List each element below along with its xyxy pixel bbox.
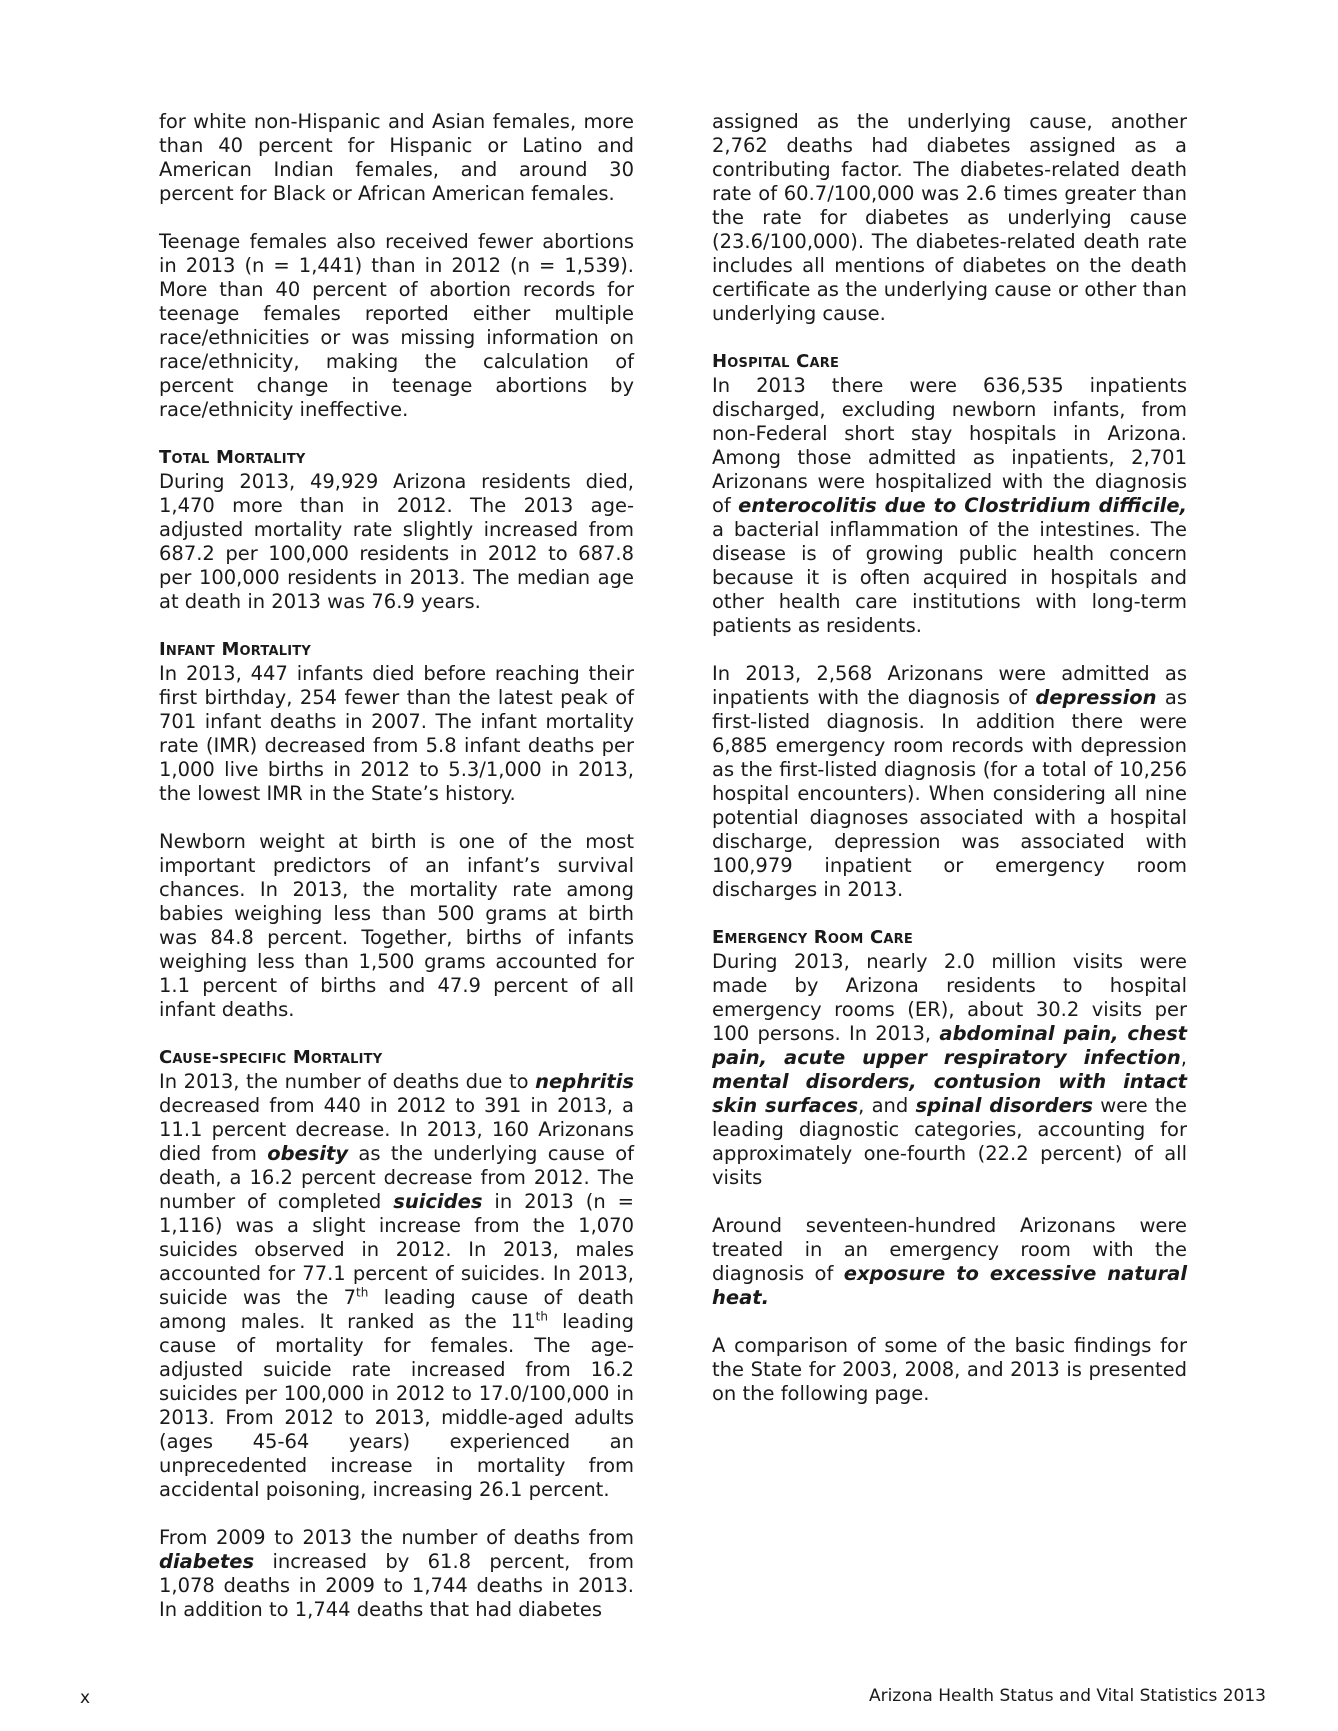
- paragraph-infant-mortality: In 2013, 447 infants died before reaching their first birthday, 254 fewer than the latest peak of 701 infant deaths in 2007. The infant mortality rate (IMR) decreased from 5.8 infant deaths per 1,000 live births in 2012 to 5.3/1,000 in 2013, the lowest IMR in the State’s history.: [159, 662, 634, 805]
- heading-infant-mortality: Infant Mortality: [159, 639, 311, 660]
- term-depression: depression: [1035, 686, 1157, 709]
- term-enterocolitis: enterocolitis due to Clostridium difficile,: [738, 494, 1187, 517]
- heading-emergency-room-care: Emergency Room Care: [712, 927, 913, 948]
- paragraph-comparison: A comparison of some of the basic findings for the State for 2003, 2008, and 2013 is presented on the following page.: [712, 1334, 1187, 1405]
- heading-cause-specific-mortality: Cause-specific Mortality: [159, 1047, 383, 1068]
- paragraph-hospital-care: In 2013 there were 636,535 inpatients discharged, excluding newborn infants, from non-Federal short stay hospitals in Arizona. Among those admitted as inpatients, 2,701 Arizonans were hospitalized with the diagnosis of enterocolitis due to Clostridium difficile, a bacterial inflammation of the intestines. The disease is of growing public health concern because it is often acquired in hospitals and other health care institutions with long-term patients as residents.: [712, 374, 1187, 637]
- paragraph-emergency-room: During 2013, nearly 2.0 million visits were made by Arizona residents to hospital emergency rooms (ER), about 30.2 visits per 100 persons. In 2013, abdominal pain, chest pain, acute upper respiratory infection, mental disorders, contusion with intact skin surfaces, and spinal disorders were the leading diagnostic categories, accounting for approximately one-fourth (22.2 percent) of all visits: [712, 950, 1187, 1189]
- paragraph-newborn-weight: Newborn weight at birth is one of the most important predictors of an infant’s survival chances. In 2013, the mortality rate among babies weighing less than 500 grams at birth was 84.8 percent. Together, births of infants weighing less than 1,500 grams accounted for 1.1 percent of births and 47.9 percent of all infant deaths.: [159, 830, 634, 1021]
- right-column: [712, 110, 1187, 1430]
- paragraph-abortion-females: for white non-Hispanic and Asian females, more than 40 percent for Hispanic or Latino and American Indian females, and around 30 percent for Black or African American females.: [159, 110, 634, 205]
- term-spinal-disorders: spinal disorders: [915, 1094, 1093, 1117]
- term-suicides: suicides: [393, 1190, 483, 1213]
- footer-title: Arizona Health Status and Vital Statistics 2013: [868, 1686, 1266, 1706]
- heading-total-mortality: Total Mortality: [159, 447, 306, 468]
- term-diabetes: diabetes: [159, 1550, 255, 1573]
- term-er-diagnoses-2: mental disorders, contusion with intact skin surfaces: [712, 1070, 1187, 1117]
- term-natural-heat: exposure to excessive natural heat.: [712, 1262, 1188, 1309]
- term-er-diagnoses-1: abdominal pain, chest pain, acute upper respiratory infection: [712, 1022, 1187, 1069]
- paragraph-diabetes: From 2009 to 2013 the number of deaths from diabetes increased by 61.8 percent, from 1,078 deaths in 2009 to 1,744 deaths in 2013. In addition to 1,744 deaths that had diabetes: [159, 1526, 634, 1621]
- term-obesity: obesity: [267, 1142, 349, 1165]
- heading-hospital-care: Hospital Care: [712, 351, 840, 372]
- paragraph-cause-specific: In 2013, the number of deaths due to nephritis decreased from 440 in 2012 to 391 in 2013, a 11.1 percent decrease. In 2013, 160 Arizonans died from obesity as the underlying cause of death, a 16.2 percent decrease from 2012. The number of completed suicides in 2013 (n = 1,116) was a slight increase from the 1,070 suicides observed in 2012. In 2013, males accounted for 77.1 percent of suicides. In 2013, suicide was the 7th leading cause of death among males. It ranked as the 11th leading cause of mortality for females. The age-adjusted suicide rate increased from 16.2 suicides per 100,000 in 2012 to 17.0/100,000 in 2013. From 2012 to 2013, middle-aged adults (ages 45-64 years) experienced an unprecedented increase in mortality from accidental poisoning, increasing 26.1 percent.: [159, 1070, 634, 1501]
- paragraph-depression: In 2013, 2,568 Arizonans were admitted as inpatients with the diagnosis of depression as first-listed diagnosis. In addition there were 6,885 emergency room records with depression as the first-listed diagnosis (for a total of 10,256 hospital encounters). When considering all nine potential diagnoses associated with a hospital discharge, depression was associated with 100,979 inpatient or emergency room discharges in 2013.: [712, 662, 1188, 901]
- page-number: x: [80, 1688, 91, 1708]
- paragraph-diabetes-continued: assigned as the underlying cause, another 2,762 deaths had diabetes assigned as a contributing factor. The diabetes-related death rate of 60.7/100,000 was 2.6 times greater than the rate for diabetes as underlying cause (23.6/100,000). The diabetes-related death rate includes all mentions of diabetes on the death certificate as the underlying cause or other than underlying cause.: [712, 110, 1187, 325]
- term-nephritis: nephritis: [535, 1070, 634, 1093]
- paragraph-total-mortality: During 2013, 49,929 Arizona residents died, 1,470 more than in 2012. The 2013 age-adjusted mortality rate slightly increased from 687.2 per 100,000 residents in 2012 to 687.8 per 100,000 residents in 2013. The median age at death in 2013 was 76.9 years.: [159, 470, 634, 613]
- paragraph-teenage-abortions: Teenage females also received fewer abortions in 2013 (n = 1,441) than in 2012 (n = 1,539). More than 40 percent of abortion records for teenage females reported either multiple race/ethnicities or was missing information on race/ethnicity, making the calculation of percent change in teenage abortions by race/ethnicity ineffective.: [159, 230, 634, 421]
- paragraph-natural-heat: Around seventeen-hundred Arizonans were treated in an emergency room with the diagnosis of exposure to excessive natural heat.: [712, 1214, 1188, 1309]
- left-column: [159, 110, 634, 1646]
